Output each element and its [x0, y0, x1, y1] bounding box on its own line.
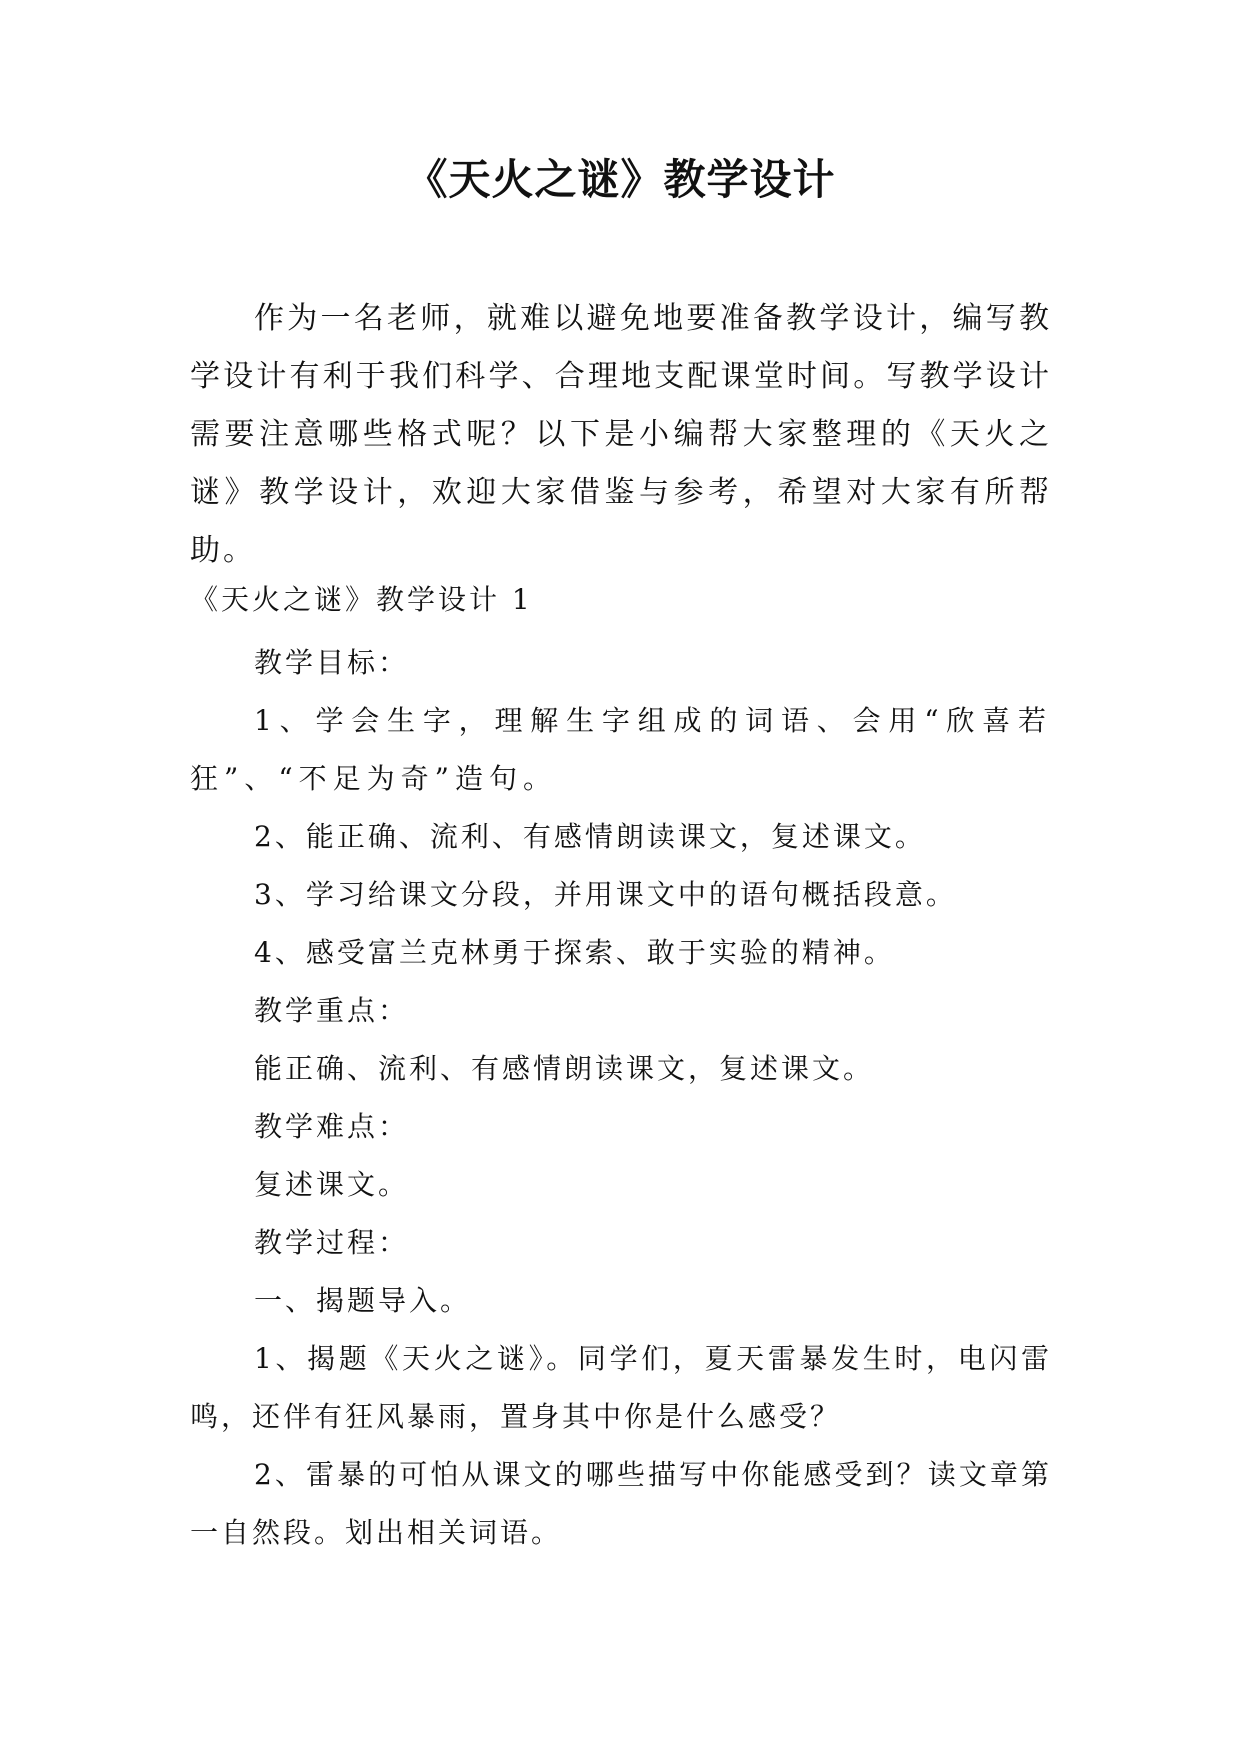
- paragraph-step-1: 1、揭题《天火之谜》。同学们，夏天雷暴发生时，电闪雷鸣，还伴有狂风暴雨，置身其中你是什么感受？: [190, 1342, 1052, 1433]
- paragraph-teaching-goals-heading: 教学目标：: [254, 646, 410, 679]
- paragraph-key-points-heading: 教学重点：: [254, 994, 410, 1027]
- section-heading: 《天火之谜》教学设计 1: [190, 583, 533, 616]
- document-title: 《天火之谜》教学设计: [405, 155, 836, 204]
- paragraph-step-2: 2、雷暴的可怕从课文的哪些描写中你能感受到？读文章第一自然段。划出相关词语。: [190, 1458, 1052, 1549]
- paragraph-difficulties: 复述课文。: [254, 1168, 410, 1201]
- intro-paragraph: 作为一名老师，就难以避免地要准备教学设计，编写教学设计有利于我们科学、合理地支配课堂时间。写教学设计需要注意哪些格式呢？以下是小编帮大家整理的《天火之谜》教学设计，欢迎大家借鉴与参考，希望对大家有所帮助。: [190, 301, 1052, 568]
- paragraph-step-one-heading: 一、揭题导入。: [254, 1284, 472, 1317]
- paragraph-goal-3: 3、学习给课文分段，并用课文中的语句概括段意。: [254, 878, 957, 911]
- paragraph-goal-4: 4、感受富兰克林勇于探索、敢于实验的精神。: [254, 936, 895, 969]
- paragraph-goal-2: 2、能正确、流利、有感情朗读课文，复述课文。: [254, 820, 926, 853]
- paragraph-goal-1: 1、学会生字，理解生字组成的词语、会用“欣喜若狂”、“不足为奇”造句。: [190, 704, 1052, 795]
- section-body: [190, 634, 1052, 1562]
- paragraph-difficulties-heading: 教学难点：: [254, 1110, 410, 1143]
- paragraph-process-heading: 教学过程：: [254, 1226, 410, 1259]
- paragraph-key-points: 能正确、流利、有感情朗读课文，复述课文。: [254, 1052, 875, 1085]
